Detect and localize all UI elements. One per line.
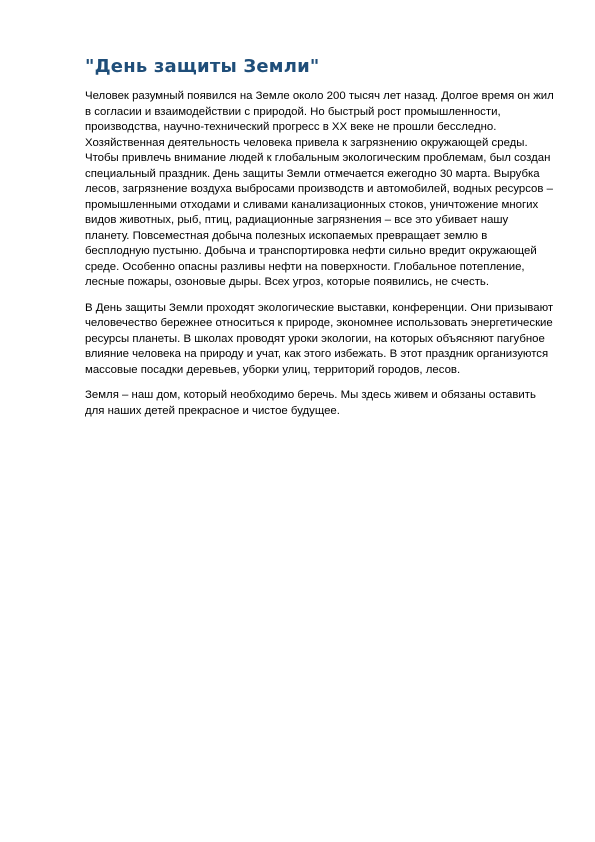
paragraph-events: В День защиты Земли проходят экологические выставки, конференции. Они призывают человечество бережнее относиться к природе, экономнее использовать энергетические ресурсы планеты. В школах проводят уроки экологии, на которых объясняют пагубное влияние человека на природу и учат, как этого избежать. В этот праздник организуются массовые посадки деревьев, уборки улиц, территорий городов, лесов. xyxy=(85,301,554,376)
document-body xyxy=(85,56,555,429)
page-title: "День защиты Земли" xyxy=(85,56,320,77)
paragraph-conclusion: Земля – наш дом, который необходимо беречь. Мы здесь живем и обязаны оставить для наших детей прекрасное и чистое будущее. xyxy=(85,389,536,417)
paragraph-intro: Человек разумный появился на Земле около 200 тысяч лет назад. Долгое время он жил в согласии и взаимодействии с природой. Но быстрый рост промышленности, производства, научно-технический прогресс в XX веке не прошли бесследно. Хозяйственная деятельность человека привела к загрязнению окружающей среды. Чтобы привлечь внимание людей к глобальным экологическим проблемам, был создан специальный праздник. День защиты Земли отмечается ежегодно 30 марта. Вырубка лесов, загрязнение воздуха выбросами производств и автомобилей, водных ресурсов – промышленными отходами и сливами канализационных стоков, уничтожение многих видов животных, рыб, птиц, радиационные загрязнения – все это убивает нашу планету. Повсеместная добыча полезных ископаемых превращает землю в бесплодную пустыню. Добыча и транспортировка нефти сильно вредит окружающей среде. Особенно опасны разливы нефти на поверхности. Глобальное потепление, лесные пожары, озоновые дыры. Всех угроз, которые появились, не счесть. xyxy=(85,90,554,288)
